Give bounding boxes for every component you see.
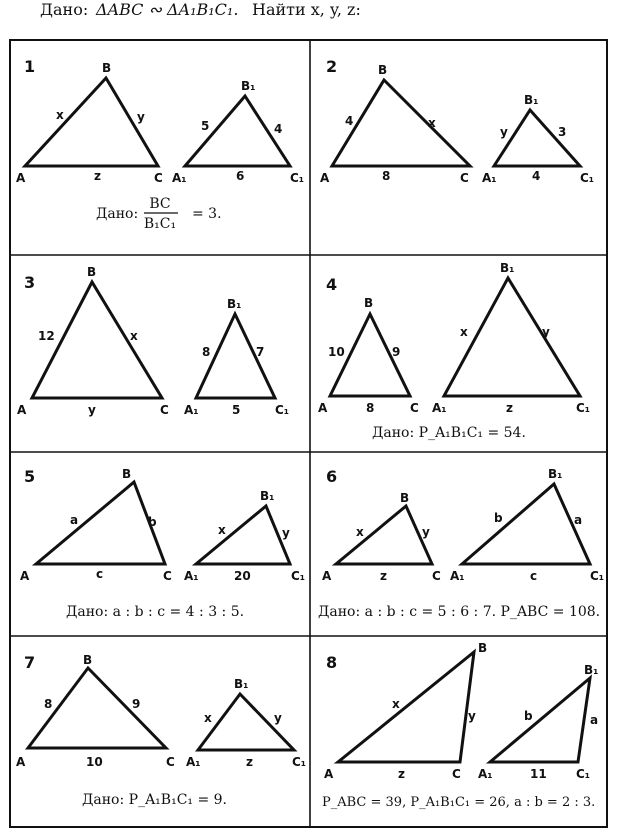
header-given-word: Дано:: [40, 0, 89, 19]
panel-8-given: P_ABC = 39, P_A₁B₁C₁ = 26, a : b = 2 : 3.: [322, 795, 596, 810]
panel-3-side-b1c1: 7: [256, 345, 265, 359]
panel-6-number: 6: [326, 467, 338, 486]
panel-7-number: 7: [24, 653, 36, 672]
panel-1-given-numerator: BC: [149, 196, 171, 212]
panel-4-number: 4: [326, 275, 338, 294]
panel-5-side-b1c1: y: [282, 526, 290, 540]
panel-1-given-value: = 3.: [192, 206, 222, 222]
panel-5-triangle-abc: [36, 482, 165, 564]
panel-3-number: 3: [24, 273, 36, 292]
panel-1-vertex-a: A: [16, 171, 26, 185]
panel-3-vertex-c1: C₁: [275, 403, 290, 417]
panel-1-side-b1c1: 4: [274, 122, 283, 136]
panel-7-side-ac: 10: [86, 755, 103, 769]
header-similarity: ΔABC ∾ ΔA₁B₁C₁.: [96, 0, 239, 19]
panel-7: [16, 653, 306, 808]
panel-6: [318, 467, 604, 620]
panel-4-vertex-b1: B₁: [500, 261, 515, 275]
panel-5-triangle-a1b1c1: [196, 506, 290, 564]
panel-6-side-a1c1: c: [530, 569, 538, 583]
panel-8-triangle-abc: [338, 652, 474, 762]
panel-5-side-ac: c: [96, 567, 104, 581]
panel-5-vertex-a1: A₁: [184, 569, 199, 583]
panel-3-side-ab: 12: [38, 329, 55, 343]
panel-7-side-b1c1: y: [274, 711, 282, 725]
panel-8-vertex-b: B: [478, 641, 488, 655]
panel-1-given-denominator: B₁C₁: [143, 216, 177, 232]
panel-8-vertex-a: A: [324, 767, 334, 781]
panel-5-side-ab: a: [70, 513, 79, 527]
panel-8-side-ab: x: [392, 697, 400, 711]
panel-7-side-a1b1: x: [204, 711, 212, 725]
panel-4: [318, 261, 590, 441]
panel-4-given: Дано: P_A₁B₁C₁ = 54.: [372, 425, 526, 441]
panel-3-vertex-c: C: [160, 403, 169, 417]
panel-4-vertex-a: A: [318, 401, 328, 415]
panel-2-number: 2: [326, 57, 338, 76]
panel-6-triangle-abc: [336, 506, 432, 564]
panel-6-vertex-a: A: [322, 569, 332, 583]
panel-4-vertex-b: B: [364, 296, 374, 310]
panel-2-vertex-c1: C₁: [580, 171, 595, 185]
panel-6-triangle-a1b1c1: [462, 484, 590, 564]
panel-1-vertex-a1: A₁: [172, 171, 187, 185]
panel-6-side-ac: z: [380, 569, 387, 583]
panel-5-vertex-a: A: [20, 569, 30, 583]
panel-7-side-ab: 8: [44, 697, 53, 711]
panel-5-side-bc: b: [148, 515, 157, 529]
panel-7-vertex-a1: A₁: [186, 755, 201, 769]
panel-7-side-a1c1: z: [246, 755, 253, 769]
panel-4-vertex-c1: C₁: [576, 401, 591, 415]
panel-4-vertex-a1: A₁: [432, 401, 447, 415]
panel-3-side-a1c1: 5: [232, 403, 241, 417]
panel-8-number: 8: [326, 653, 338, 672]
panel-7-vertex-b: B: [83, 653, 93, 667]
panel-8-vertex-c1: C₁: [576, 767, 591, 781]
panel-5-side-a1c1: 20: [234, 569, 251, 583]
panel-2-vertex-b1: B₁: [524, 93, 539, 107]
panel-1-side-a1c1: 6: [236, 169, 245, 183]
panel-5-vertex-b: B: [122, 467, 132, 481]
panel-1-vertex-b: B: [102, 61, 112, 75]
panel-3: [17, 265, 289, 417]
panel-6-vertex-b1: B₁: [548, 467, 563, 481]
panel-3-side-bc: x: [130, 329, 138, 343]
panel-1-number: 1: [24, 57, 36, 76]
panel-7-vertex-c1: C₁: [292, 755, 307, 769]
panel-4-side-a1c1: z: [506, 401, 513, 415]
panel-5-number: 5: [24, 467, 36, 486]
panel-2-side-ac: 8: [382, 169, 391, 183]
panel-8-side-a1b1: b: [524, 709, 533, 723]
panel-1-side-ab: x: [56, 108, 64, 122]
panel-1: [16, 57, 304, 232]
panel-6-side-a1b1: b: [494, 511, 503, 525]
panel-7-vertex-b1: B₁: [234, 677, 249, 691]
panel-1-given-prefix: Дано:: [96, 206, 139, 222]
panel-8-vertex-a1: A₁: [478, 767, 493, 781]
panel-5-vertex-c1: C₁: [291, 569, 306, 583]
panel-5: [20, 467, 305, 620]
panel-4-side-b1c1: y: [542, 325, 550, 339]
panel-8-vertex-b1: B₁: [584, 663, 599, 677]
panel-3-vertex-b1: B₁: [227, 297, 242, 311]
panel-7-side-bc: 9: [132, 697, 141, 711]
panel-4-side-ac: 8: [366, 401, 375, 415]
panel-8-side-b1c1: a: [590, 713, 599, 727]
panel-7-vertex-a: A: [16, 755, 26, 769]
panel-2-side-a1b1: y: [500, 125, 508, 139]
panel-7-vertex-c: C: [166, 755, 175, 769]
panel-2-vertex-b: B: [378, 63, 388, 77]
panel-2-side-a1c1: 4: [532, 169, 541, 183]
panel-1-side-a1b1: 5: [201, 119, 210, 133]
panel-6-side-ab: x: [356, 525, 364, 539]
panel-2-side-b1c1: 3: [558, 125, 567, 139]
panel-1-vertex-c: C: [154, 171, 163, 185]
panel-2-vertex-c: C: [460, 171, 469, 185]
panel-3-vertex-a1: A₁: [184, 403, 199, 417]
panel-1-side-bc: y: [137, 110, 145, 124]
panel-8-triangle-a1b1c1: [490, 678, 590, 762]
panel-1-side-ac: z: [94, 169, 101, 183]
panel-6-vertex-a1: A₁: [450, 569, 465, 583]
panel-5-given: Дано: a : b : c = 4 : 3 : 5.: [66, 604, 245, 620]
panel-6-vertex-c1: C₁: [590, 569, 605, 583]
panel-4-vertex-c: C: [410, 401, 419, 415]
panel-3-vertex-b: B: [87, 265, 97, 279]
panel-2: [320, 57, 594, 185]
panel-6-given: Дано: a : b : c = 5 : 6 : 7. P_ABC = 108.: [318, 604, 601, 620]
panel-3-side-ac: y: [88, 403, 96, 417]
panel-6-side-b1c1: a: [574, 513, 583, 527]
header-task: Найти x, y, z:: [252, 0, 361, 19]
panel-1-vertex-c1: C₁: [290, 171, 305, 185]
panel-2-vertex-a: A: [320, 171, 330, 185]
panel-8-side-a1c1: 11: [530, 767, 547, 781]
panel-2-side-ab: 4: [345, 114, 354, 128]
panel-5-side-a1b1: x: [218, 523, 226, 537]
panel-6-vertex-b: B: [400, 491, 410, 505]
panel-6-side-bc: y: [422, 525, 430, 539]
panel-1-given: [96, 196, 222, 232]
panel-8: [322, 641, 598, 810]
panel-4-side-bc: 9: [392, 345, 401, 359]
panel-6-vertex-c: C: [432, 569, 441, 583]
panel-8-side-bc: y: [468, 709, 476, 723]
panel-3-vertex-a: A: [17, 403, 27, 417]
panel-2-vertex-a1: A₁: [482, 171, 497, 185]
panel-5-vertex-b1: B₁: [260, 489, 275, 503]
panel-8-side-ac: z: [398, 767, 405, 781]
panel-4-side-a1b1: x: [460, 325, 468, 339]
panel-8-vertex-c: C: [452, 767, 461, 781]
panel-7-given: Дано: P_A₁B₁C₁ = 9.: [82, 792, 228, 808]
panel-5-vertex-c: C: [163, 569, 172, 583]
panel-1-vertex-b1: B₁: [241, 79, 256, 93]
panel-2-side-bc: x: [428, 116, 436, 130]
panel-3-side-a1b1: 8: [202, 345, 211, 359]
panel-4-side-ab: 10: [328, 345, 345, 359]
